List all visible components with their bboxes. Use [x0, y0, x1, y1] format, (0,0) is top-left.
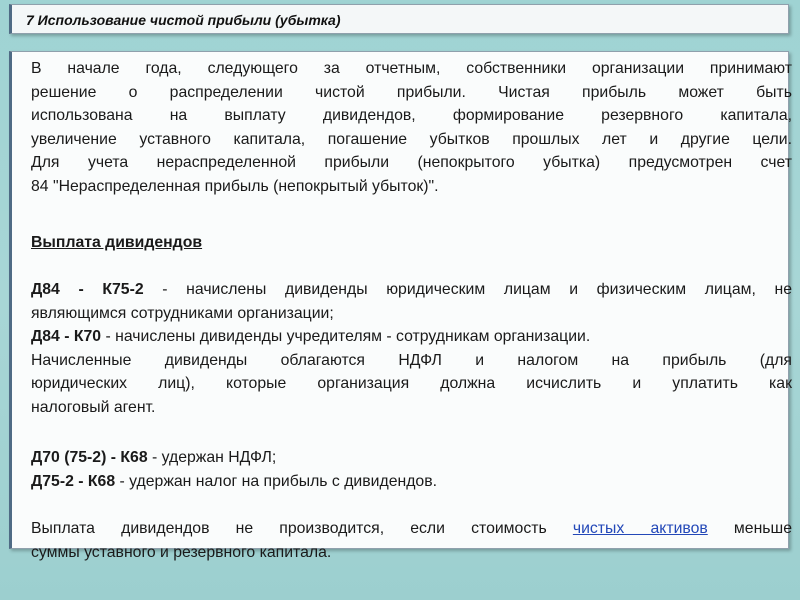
entry-code: Д84 - К75-2 — [31, 281, 144, 298]
entry-text: - удержан налог на прибыль с дивидендов. — [115, 472, 437, 490]
closing-text: меньше — [707, 520, 792, 537]
title-bar — [9, 4, 789, 34]
section-heading: Выплата дивидендов — [31, 234, 203, 251]
entry-code: Д84 - К70 — [31, 328, 102, 345]
content-panel — [9, 51, 792, 561]
entry-line: являющимся сотрудниками организации; — [31, 304, 334, 322]
net-assets-link[interactable]: чистых активов — [572, 520, 708, 537]
entry-line — [31, 325, 792, 349]
intro-line: В начале года, следующего за отчетным, собственники организации принимают — [31, 60, 792, 77]
closing-line: суммы уставного и резервного капитала. — [31, 543, 332, 561]
intro-line: решение о распределении чистой прибыли. Чистая прибыль может быть — [31, 83, 792, 101]
entry-line — [31, 446, 792, 470]
entry-text: - начислены дивиденды учредителям - сотрудникам организации. — [101, 328, 591, 345]
note-line: юридических лиц), которые организация должна исчислить и уплатить как — [31, 375, 792, 392]
note-line: Начисленные дивиденды облагаются НДФЛ и налогом на прибыль (для — [31, 351, 792, 369]
intro-line: использована на выплату дивидендов, формирование резервного капитала, — [31, 107, 792, 124]
intro-line: Для учета нераспределенной прибыли (непокрытого убытка) предусмотрен счет — [31, 154, 792, 171]
entry-dividends-founders — [31, 325, 792, 419]
note-line: налоговый агент. — [31, 398, 156, 416]
entry-withheld-ndfl — [31, 446, 792, 493]
entry-line — [31, 278, 792, 302]
intro-paragraph — [31, 57, 792, 198]
entry-text: - удержан НДФЛ; — [147, 449, 277, 466]
closing-line — [31, 517, 792, 541]
closing-text: Выплата дивидендов не производится, если стоимость — [31, 520, 573, 537]
entry-code: Д70 (75-2) - К68 — [31, 449, 148, 466]
slide-title: 7 Использование чистой прибыли (убытка) — [26, 12, 341, 28]
intro-line: увеличение уставного капитала, погашение убытков прошлых лет и другие цели. — [31, 130, 792, 148]
entry-code: Д75-2 - К68 — [31, 472, 116, 490]
entry-dividends-legal — [31, 278, 792, 325]
intro-line: 84 "Нераспределенная прибыль (непокрытый убыток)". — [31, 177, 439, 195]
section-heading-row — [31, 231, 792, 255]
entry-line — [31, 470, 792, 494]
closing-paragraph — [31, 517, 792, 564]
entry-text: - начислены дивиденды юридическим лицам и физическим лицам, не — [143, 281, 792, 298]
